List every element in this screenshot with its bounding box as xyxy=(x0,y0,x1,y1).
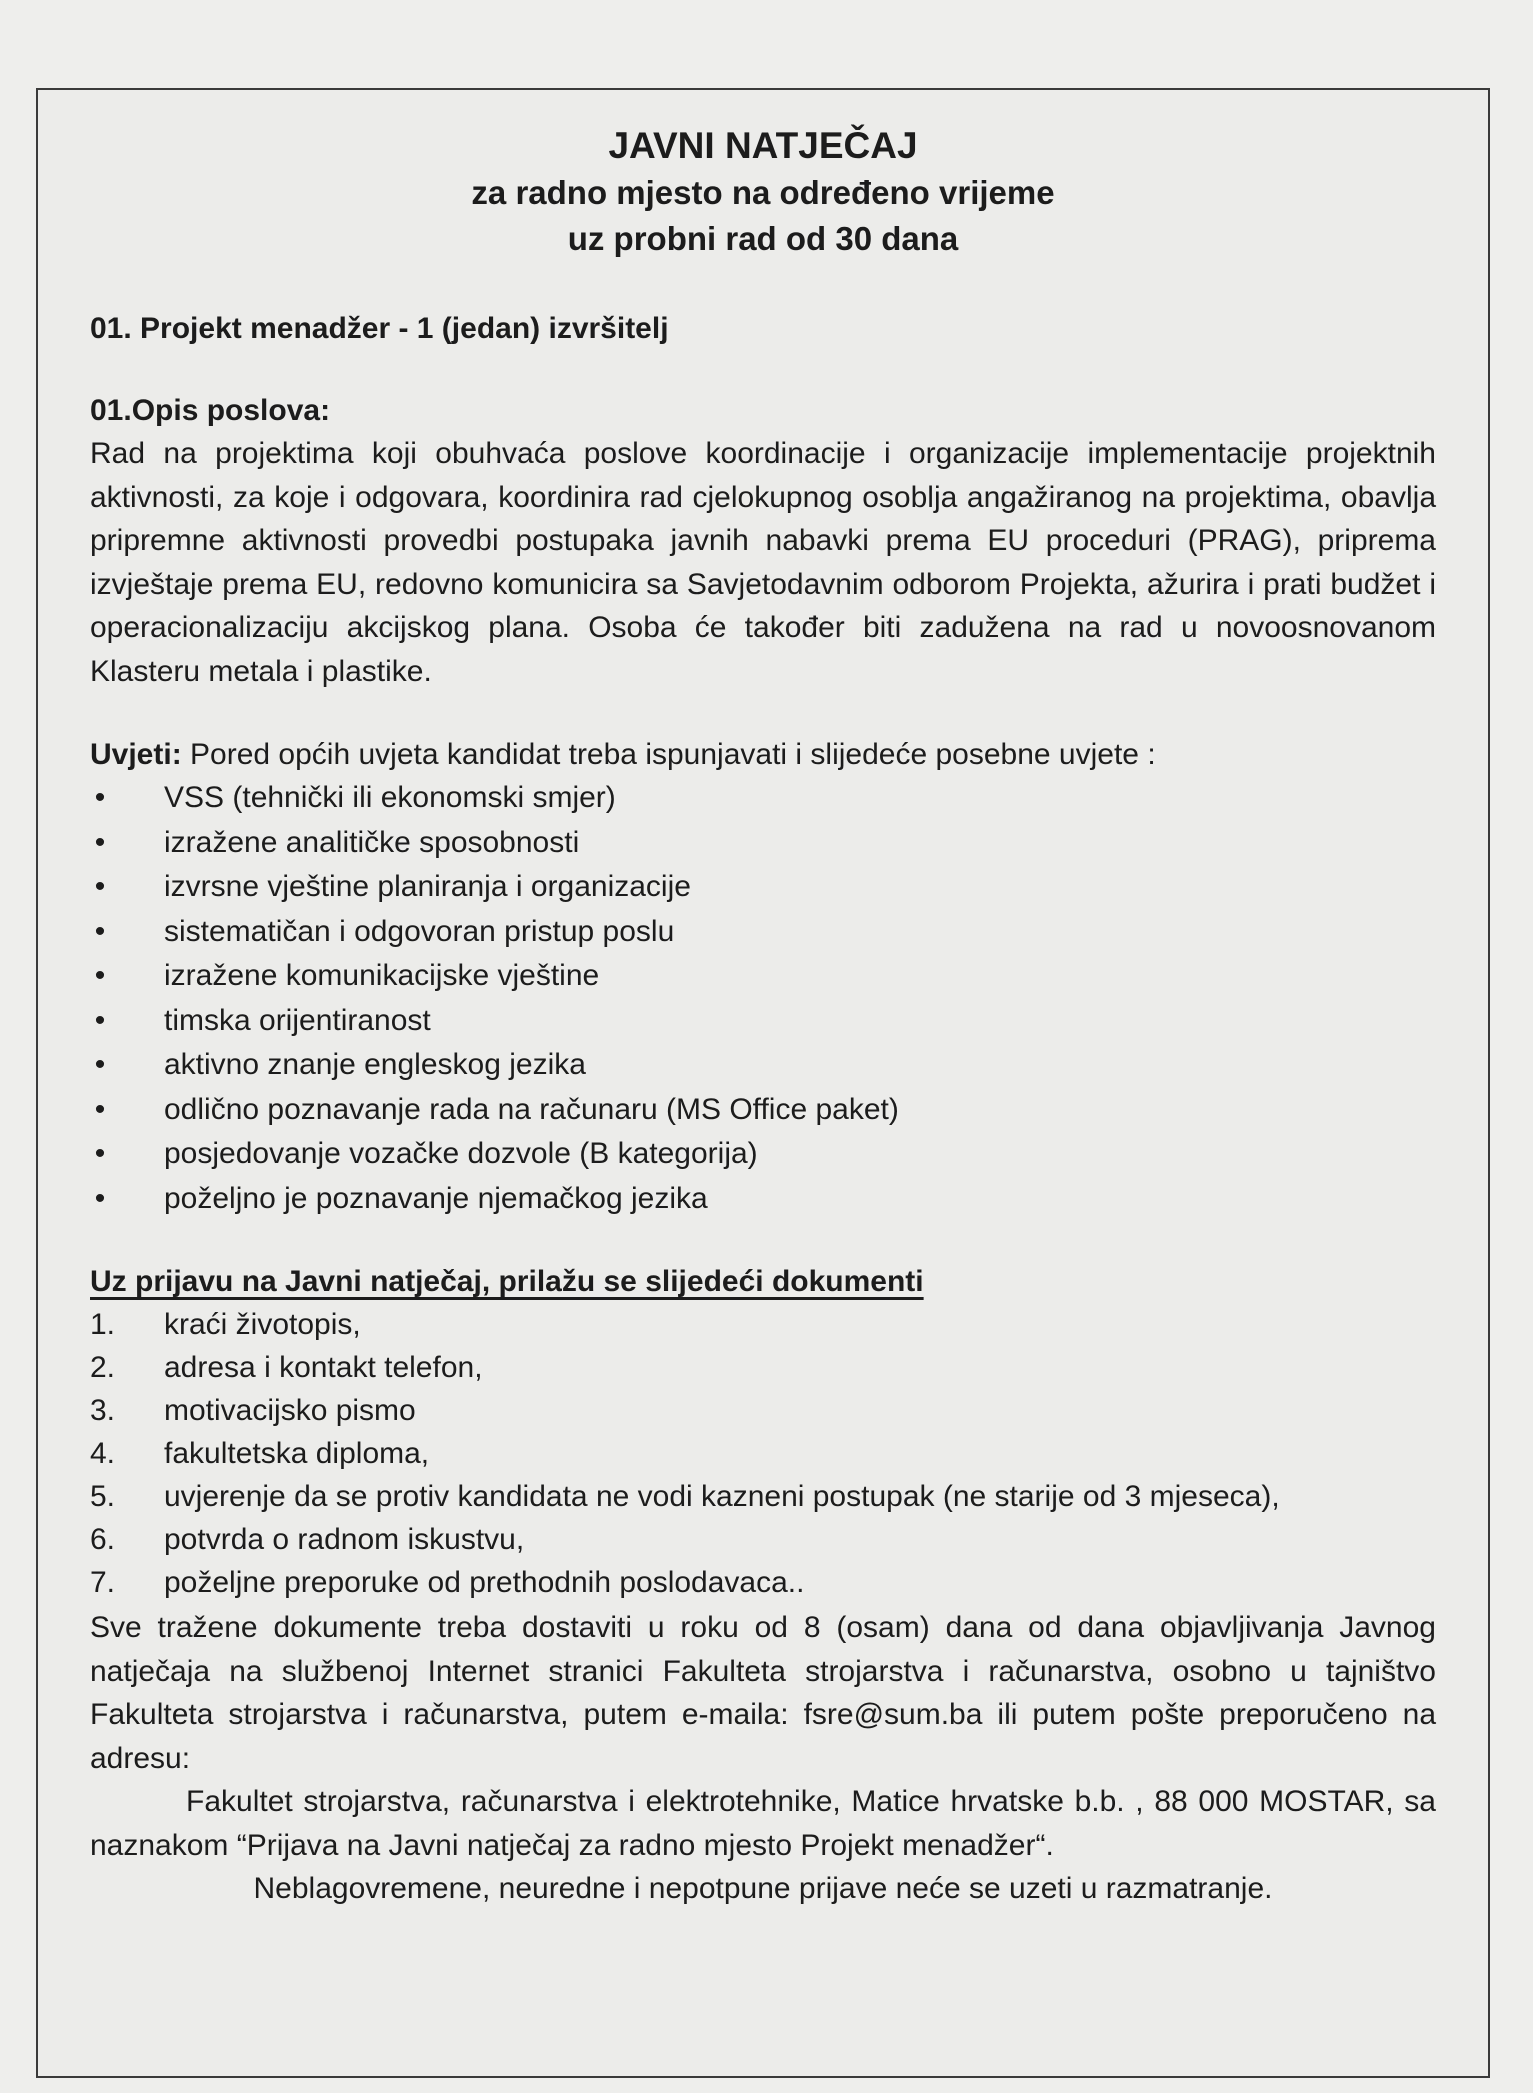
item-number: 5. xyxy=(90,1480,116,1513)
job-description-label: 01.Opis poslova: xyxy=(90,394,331,427)
notice-content xyxy=(90,122,1436,1911)
bullet-icon: • xyxy=(94,959,106,992)
condition-text: izvrsne vještine planiranja i organizacije xyxy=(164,870,691,903)
list-item xyxy=(90,1043,1436,1088)
document-text: adresa i kontakt telefon, xyxy=(164,1351,483,1384)
condition-text: aktivno znanje engleskog jezika xyxy=(164,1048,586,1081)
bullet-icon: • xyxy=(94,870,106,903)
condition-text: VSS (tehnički ili ekonomski smjer) xyxy=(164,781,616,814)
notice-title: JAVNI NATJEČAJ xyxy=(608,125,918,166)
conditions-intro-text: Pored općih uvjeta kandidat treba ispunjavati i slijedeće posebne uvjete : xyxy=(181,738,1156,771)
job-notice-box xyxy=(36,88,1490,2078)
list-item xyxy=(90,999,1436,1044)
item-number: 2. xyxy=(90,1351,116,1384)
position-title: 01. Projekt menadžer - 1 (jedan) izvršitelj xyxy=(90,312,669,345)
documents-heading: Uz prijavu na Javni natječaj, prilažu se slijedeći dokumenti xyxy=(90,1265,924,1298)
document-text: uvjerenje da se protiv kandidata ne vodi kazneni postupak (ne starije od 3 mjeseca), xyxy=(164,1480,1280,1513)
job-description-text: Rad na projektima koji obuhvaća poslove koordinacije i organizacije implementacije projektnih aktivnosti, za koje i odgovara, koordinira rad cjelokupnog osoblja angažiranog na projektima, obavlja pripremne aktivnosti provedbi postupaka javnih nabavki prema EU proceduri (PRAG), priprema izvještaje prema EU, redovno komunicira sa Savjetodavnim odborom Projekta, ažurira i prati budžet i operacionalizaciju akcijskog plana. Osoba će također biti zadužena na rad u novoosnovanom Klasteru metala i plastike. xyxy=(90,437,1436,688)
list-item xyxy=(90,1303,1436,1346)
notice-subtitle-line-2: uz probni rad od 30 dana xyxy=(567,220,959,257)
documents-list xyxy=(90,1303,1436,1604)
list-item xyxy=(90,1088,1436,1133)
item-number: 1. xyxy=(90,1308,116,1341)
list-item xyxy=(90,910,1436,955)
conditions-label: Uvjeti: xyxy=(90,738,182,771)
condition-text: odlično poznavanje rada na računaru (MS Office paket) xyxy=(164,1092,899,1126)
incomplete-applications-notice: Neblagovremene, neuredne i nepotpune prijave neće se uzeti u razmatranje. xyxy=(253,1872,1273,1905)
list-item xyxy=(90,1475,1436,1518)
condition-text: posjedovanje vozačke dozvole (B kategorija) xyxy=(164,1137,758,1170)
condition-text: timska orijentiranost xyxy=(164,1003,431,1037)
item-number: 4. xyxy=(90,1437,116,1470)
condition-text: poželjno je poznavanje njemačkog jezika xyxy=(164,1181,708,1215)
list-item xyxy=(90,865,1436,910)
document-text: poželjne preporuke od prethodnih poslodavaca.. xyxy=(164,1566,805,1599)
item-number: 3. xyxy=(90,1394,116,1427)
item-number: 6. xyxy=(90,1523,116,1556)
bullet-icon: • xyxy=(94,914,106,948)
list-item xyxy=(90,1432,1436,1475)
condition-text: izražene komunikacijske vještine xyxy=(164,959,600,992)
submission-instructions: Sve tražene dokumente treba dostaviti u roku od 8 (osam) dana od dana objavljivanja Javnog natječaja na službenoj Internet stranici Fakulteta strojarstva i računarstva, osobno u tajništvo Fakulteta strojarstva i računarstva, putem e-maila: fsre@sum.ba ili putem pošte preporučeno na adresu: xyxy=(90,1611,1436,1775)
bullet-icon: • xyxy=(94,1092,106,1126)
conditions-list xyxy=(90,776,1436,1221)
document-text: motivacijsko pismo xyxy=(164,1394,416,1427)
list-item xyxy=(90,1518,1436,1561)
bullet-icon: • xyxy=(94,781,106,814)
document-text: potvrda o radnom iskustvu, xyxy=(164,1523,525,1556)
document-text: kraći životopis, xyxy=(164,1308,361,1341)
bullet-icon: • xyxy=(94,825,106,859)
bullet-icon: • xyxy=(94,1003,106,1037)
condition-text: izražene analitičke sposobnosti xyxy=(164,825,580,859)
bullet-icon: • xyxy=(94,1181,106,1215)
bullet-icon: • xyxy=(94,1048,106,1081)
item-number: 7. xyxy=(90,1566,116,1599)
list-item xyxy=(90,776,1436,821)
list-item xyxy=(90,1132,1436,1177)
list-item xyxy=(90,954,1436,999)
list-item xyxy=(90,1177,1436,1222)
list-item xyxy=(90,1346,1436,1389)
notice-subtitle-line-1: za radno mjesto na određeno vrijeme xyxy=(471,174,1055,211)
list-item xyxy=(90,1389,1436,1432)
submission-address: Fakultet strojarstva, računarstva i elektrotehnike, Matice hrvatske b.b. , 88 000 MOSTAR, sa naznakom “Prijava na Javni natječaj za radno mjesto Projekt menadžer“. xyxy=(90,1785,1436,1862)
condition-text: sistematičan i odgovoran pristup poslu xyxy=(164,914,675,948)
list-item xyxy=(90,1561,1436,1604)
document-text: fakultetska diploma, xyxy=(164,1437,430,1470)
list-item xyxy=(90,821,1436,866)
conditions-intro xyxy=(90,733,1436,776)
bullet-icon: • xyxy=(94,1137,106,1170)
